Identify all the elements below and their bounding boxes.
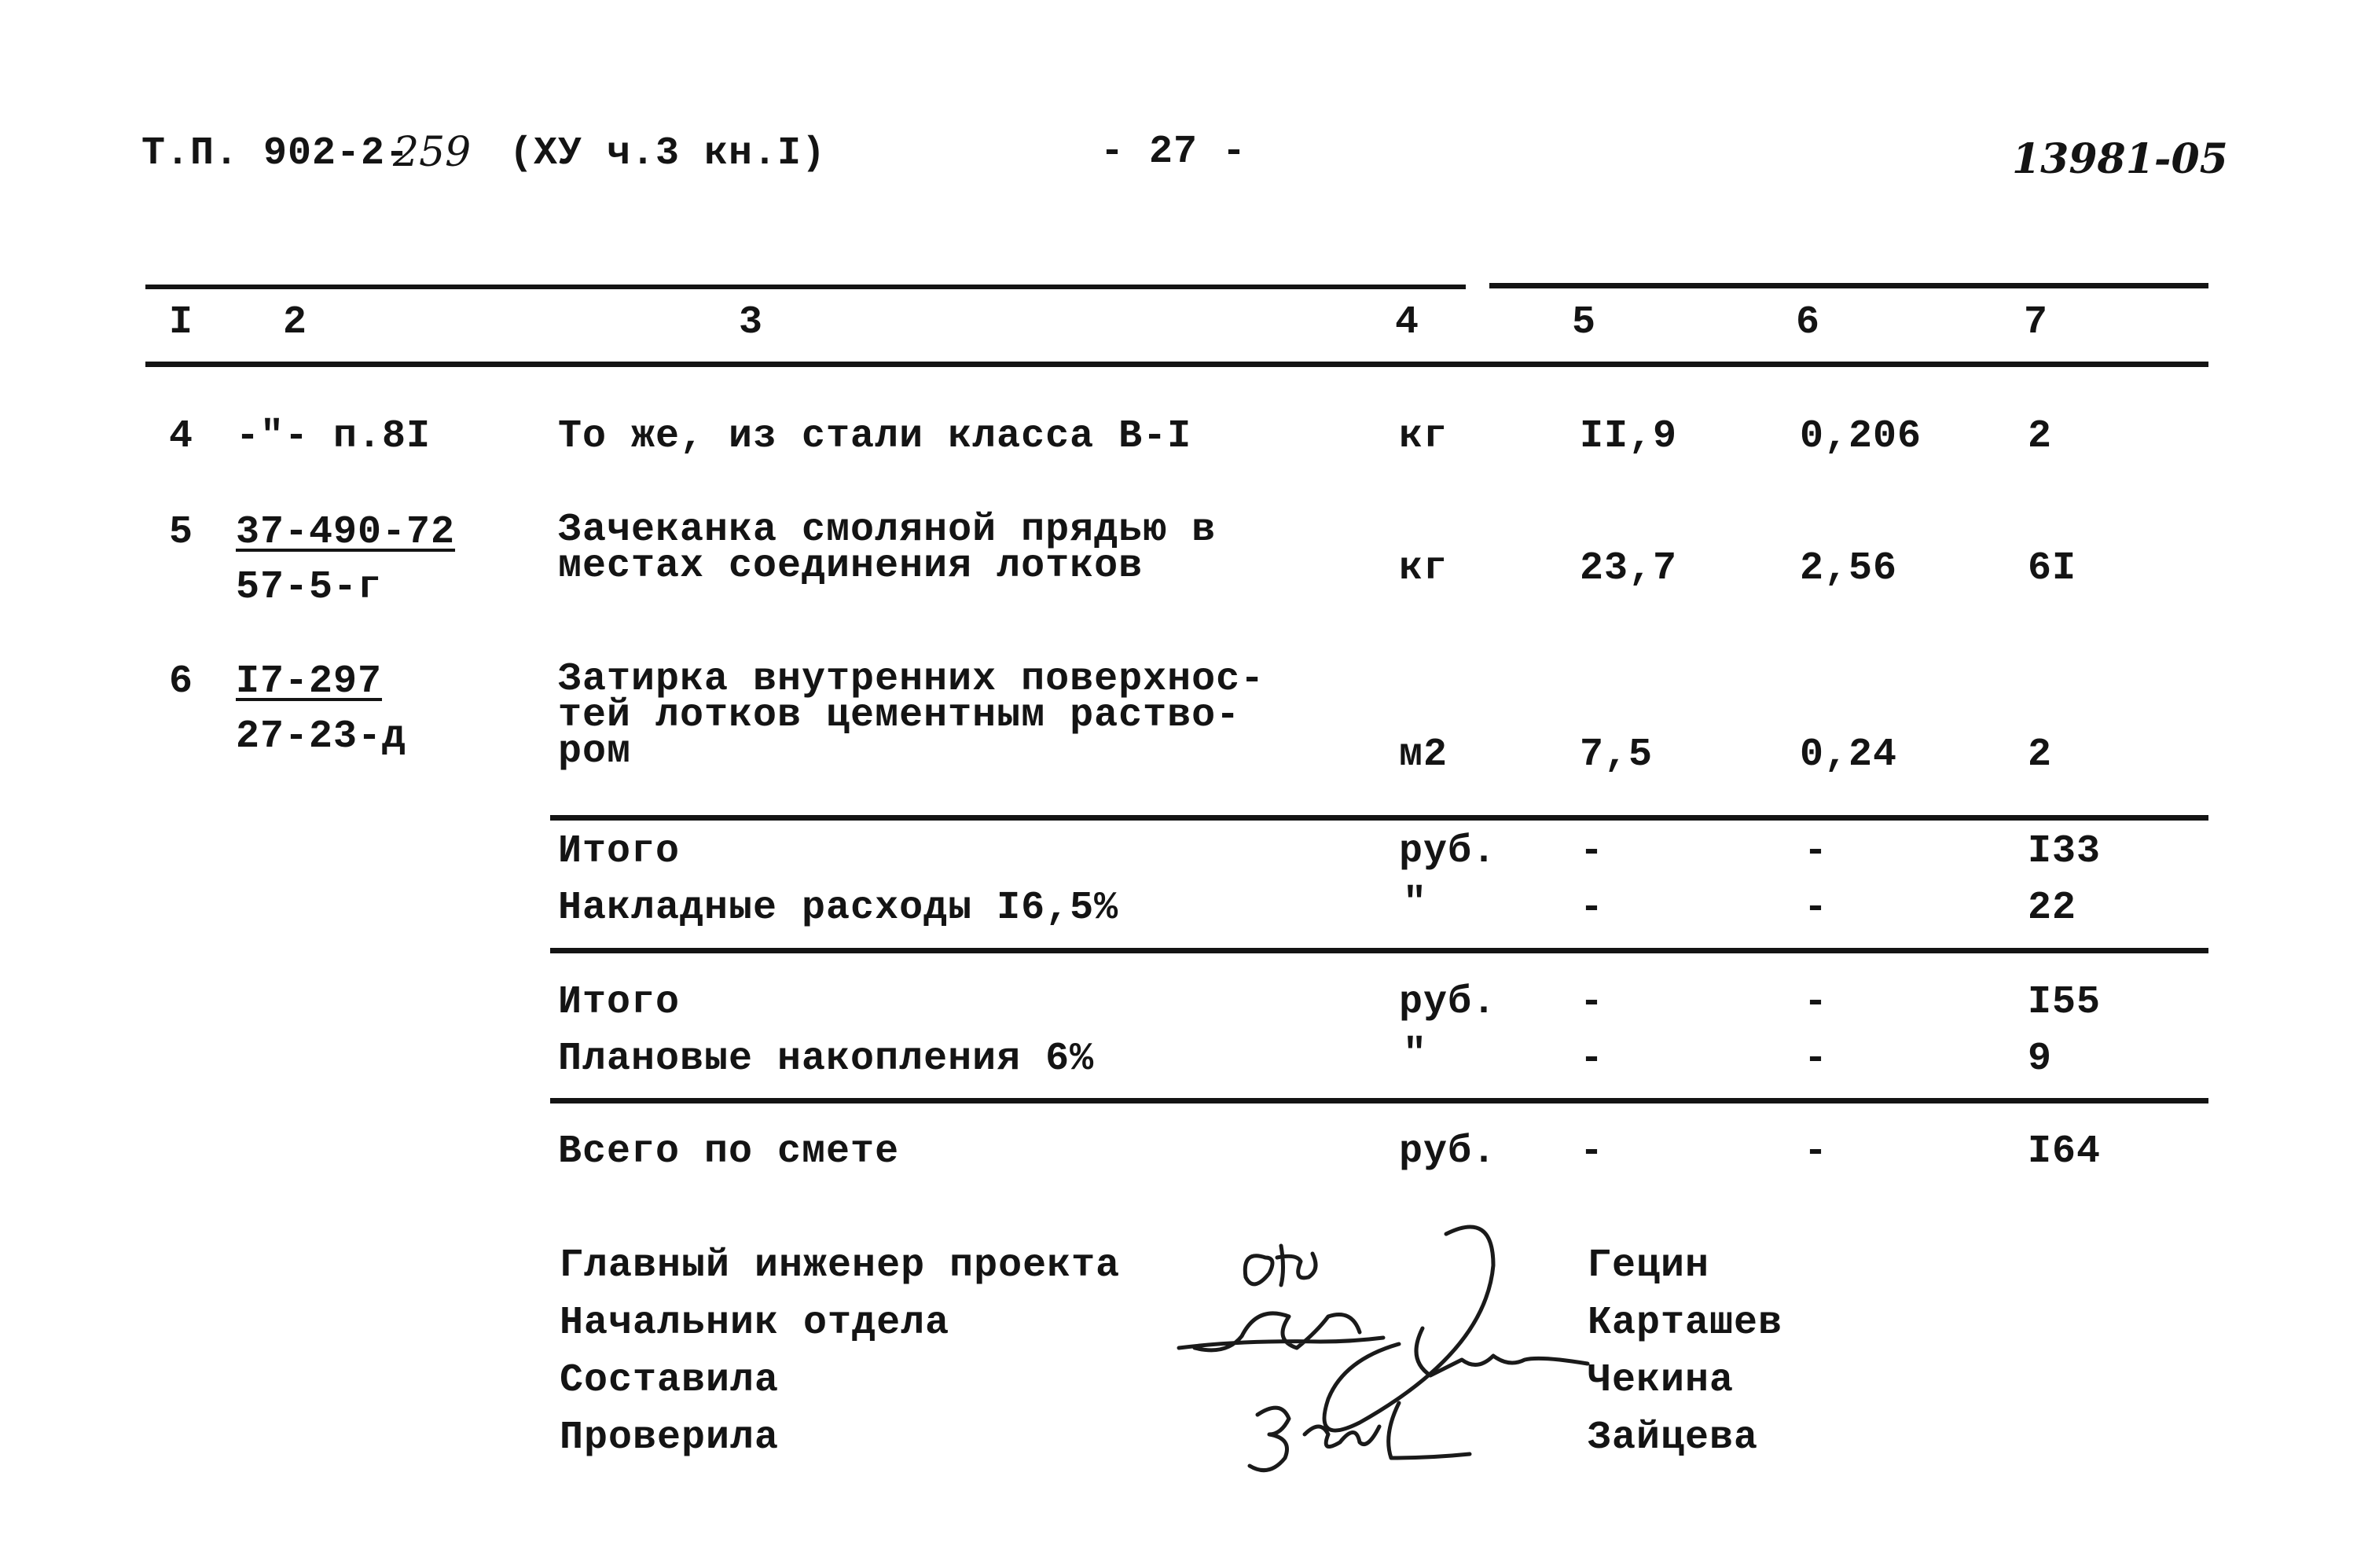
row-quantity: 23,7 bbox=[1580, 546, 1678, 591]
column-number: 2 bbox=[283, 300, 308, 345]
column-number: I bbox=[169, 300, 194, 345]
summary-label: Итого bbox=[558, 980, 681, 1025]
summary-col6: - bbox=[1804, 1129, 1829, 1174]
column-number: 5 bbox=[1572, 300, 1597, 345]
row-number: 5 bbox=[169, 510, 194, 555]
summary-col5: - bbox=[1580, 886, 1605, 931]
table-header-bottom-rule bbox=[145, 362, 2208, 367]
summary-unit: руб. bbox=[1399, 980, 1497, 1025]
summary-rule bbox=[550, 815, 2208, 821]
summary-label: Плановые накопления 6% bbox=[558, 1037, 1095, 1081]
table-top-rule-left bbox=[145, 285, 1466, 289]
row-description: Затирка внутренних поверхнос- тей лотков цементным раство- ром bbox=[558, 657, 1265, 774]
summary-unit: руб. bbox=[1399, 829, 1497, 874]
table-top-rule-right bbox=[1489, 283, 2208, 288]
signature-role: Начальник отдела bbox=[560, 1301, 950, 1346]
handwritten-signatures bbox=[1163, 1210, 1603, 1478]
row-quantity: 7,5 bbox=[1580, 733, 1654, 777]
summary-col6: - bbox=[1804, 829, 1829, 874]
row-total: 2 bbox=[2028, 733, 2053, 777]
signature-name: Зайцева bbox=[1588, 1416, 1759, 1460]
column-number: 3 bbox=[739, 300, 764, 345]
signature-name: Гецин bbox=[1588, 1243, 1710, 1288]
row-reference-sub: 57-5-г bbox=[236, 565, 383, 610]
summary-col6: - bbox=[1804, 1037, 1829, 1081]
row-number: 6 bbox=[169, 659, 194, 704]
row-number: 4 bbox=[169, 414, 194, 459]
document-code-suffix: (XУ ч.3 кн.I) bbox=[509, 131, 827, 176]
summary-col6: - bbox=[1804, 980, 1829, 1025]
summary-total: I64 bbox=[2028, 1129, 2102, 1174]
signature-role: Составила bbox=[560, 1358, 780, 1403]
row-unit: м2 bbox=[1399, 733, 1448, 777]
column-number: 4 bbox=[1395, 300, 1420, 345]
row-unit-price: 0,206 bbox=[1800, 414, 1922, 459]
inventory-number: 13981-05 bbox=[2012, 135, 2228, 183]
summary-label: Итого bbox=[558, 829, 681, 874]
summary-col5: - bbox=[1580, 1037, 1605, 1081]
summary-col5: - bbox=[1580, 980, 1605, 1025]
row-description: То же, из стали класса В-I bbox=[558, 414, 1192, 459]
summary-col6: - bbox=[1804, 886, 1829, 931]
row-unit-price: 0,24 bbox=[1800, 733, 1898, 777]
row-unit: кг bbox=[1399, 414, 1448, 459]
signature-name: Карташев bbox=[1588, 1301, 1783, 1346]
row-quantity: II,9 bbox=[1580, 414, 1678, 459]
summary-col5: - bbox=[1580, 1129, 1605, 1174]
summary-total: 9 bbox=[2028, 1037, 2053, 1081]
summary-col5: - bbox=[1580, 829, 1605, 874]
row-unit: кг bbox=[1399, 546, 1448, 591]
summary-total: 22 bbox=[2028, 886, 2077, 931]
row-reference: 37-490-72 bbox=[236, 510, 456, 555]
summary-rule bbox=[550, 1098, 2208, 1103]
column-number: 6 bbox=[1796, 300, 1821, 345]
summary-unit: " bbox=[1403, 881, 1428, 926]
summary-total: I55 bbox=[2028, 980, 2102, 1025]
signature-name: Чекина bbox=[1588, 1358, 1735, 1403]
row-reference: -"- п.8I bbox=[236, 414, 431, 459]
row-reference: I7-297 bbox=[236, 659, 383, 704]
row-unit-price: 2,56 bbox=[1800, 546, 1898, 591]
row-total: 6I bbox=[2028, 546, 2077, 591]
signature-role: Главный инженер проекта bbox=[560, 1243, 1121, 1288]
summary-label: Накладные расходы I6,5% bbox=[558, 886, 1119, 931]
document-code: Т.П. 902-2- bbox=[141, 131, 410, 176]
summary-total: I33 bbox=[2028, 829, 2102, 874]
row-description: Зачеканка смоляной прядью в местах соединения лотков bbox=[558, 508, 1217, 589]
summary-unit: " bbox=[1403, 1032, 1428, 1077]
column-number: 7 bbox=[2024, 300, 2049, 345]
summary-rule bbox=[550, 948, 2208, 953]
summary-label: Всего по смете bbox=[558, 1129, 900, 1174]
page-number: - 27 - bbox=[1100, 130, 1247, 174]
document-code-handwritten: 259 bbox=[393, 129, 472, 176]
row-reference-sub: 27-23-д bbox=[236, 714, 407, 759]
summary-unit: руб. bbox=[1399, 1129, 1497, 1174]
row-total: 2 bbox=[2028, 414, 2053, 459]
signature-role: Проверила bbox=[560, 1416, 780, 1460]
